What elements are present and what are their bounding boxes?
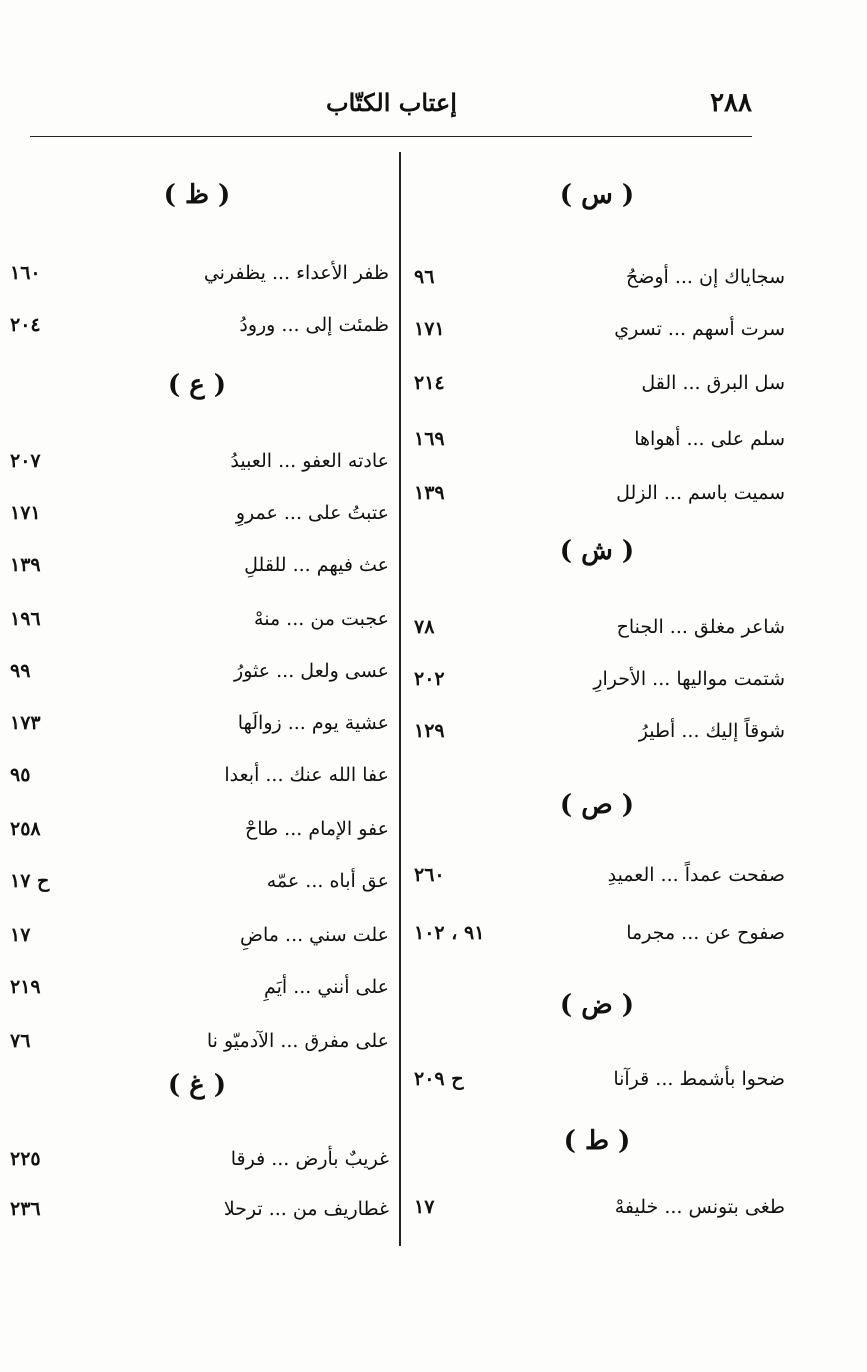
page-reference: ح ١٧ xyxy=(10,870,50,892)
page-reference: ١٧٣ xyxy=(10,712,41,734)
verse-incipit: سميت باسم ... الزلل xyxy=(616,482,785,504)
section-heading: ( ط ) xyxy=(563,1126,631,1156)
page-reference: ٢١٩ xyxy=(10,976,41,998)
verse-incipit: سجاياك إن ... أوضحُ xyxy=(625,266,785,288)
page-reference: ١٧ xyxy=(10,924,31,946)
verse-incipit: ظمئت إلى ... ورودُ xyxy=(239,314,389,336)
section-heading: ( ض ) xyxy=(559,990,635,1020)
verse-incipit: سل البرق ... القل xyxy=(641,372,785,394)
page-number: ٢٨٨ xyxy=(710,88,752,118)
page-reference: ٢٣٦ xyxy=(10,1198,41,1220)
page-reference: ٢٠٢ xyxy=(414,668,445,690)
page-reference: ١٦٩ xyxy=(414,428,445,450)
verse-incipit: سرت أسهم ... تسري xyxy=(614,318,785,340)
page-header xyxy=(30,88,752,136)
page-reference: ١٧١ xyxy=(414,318,445,340)
header-rule xyxy=(30,136,752,137)
verse-incipit: عسى ولعل ... عثورُ xyxy=(234,660,389,682)
section-heading: ( ص ) xyxy=(559,790,635,820)
verse-incipit: على مفرق ... الآدميّو نا xyxy=(206,1030,389,1052)
page-reference: ٩٥ xyxy=(10,764,31,786)
verse-incipit: ظفر الأعداء ... يظفرني xyxy=(203,262,389,284)
verse-incipit: عث فيهم ... للقللِ xyxy=(244,554,389,576)
page-reference: ١٧ xyxy=(414,1196,435,1218)
verse-incipit: طغى بتونس ... خليفهْ xyxy=(614,1196,785,1218)
page-reference: ٩٩ xyxy=(10,660,31,682)
page-reference: ح ٢٠٩ xyxy=(414,1068,464,1090)
section-heading: ( ظ ) xyxy=(163,180,231,210)
page-reference: ٢٠٧ xyxy=(10,450,41,472)
section-heading: ( ش ) xyxy=(559,536,635,566)
section-heading: ( ع ) xyxy=(167,370,227,400)
verse-incipit: على أنني ... أيَمِ xyxy=(263,976,389,998)
verse-incipit: عتبتُ على ... عمروِ xyxy=(235,502,389,524)
page-reference: ٧٦ xyxy=(10,1030,31,1052)
page-reference: ١٢٩ xyxy=(414,720,445,742)
verse-incipit: سلم على ... أهواها xyxy=(634,428,785,450)
verse-incipit: شوقاً إليك ... أطيرُ xyxy=(638,720,785,742)
section-heading: ( غ ) xyxy=(167,1070,227,1100)
page-reference: ٩٦ xyxy=(414,266,435,288)
verse-incipit: صفوح عن ... مجرما xyxy=(626,922,785,944)
verse-incipit: علت سني ... ماضِ xyxy=(240,924,389,946)
section-heading: ( س ) xyxy=(559,180,635,210)
page-reference: ٢٢٥ xyxy=(10,1148,41,1170)
verse-incipit: عفو الإمام ... طاحْ xyxy=(244,818,389,840)
page-reference: ٧٨ xyxy=(414,616,435,638)
verse-incipit: عشية يوم ... زوالَها xyxy=(237,712,389,734)
page-reference: ١٧١ xyxy=(10,502,41,524)
verse-incipit: شتمت مواليها ... الأحرارِ xyxy=(593,668,785,690)
page-reference: ٢٠٤ xyxy=(10,314,41,336)
verse-incipit: ضحوا بأشمط ... قرآنا xyxy=(613,1068,785,1090)
verse-incipit: غطاريف من ... ترحلا xyxy=(223,1198,389,1220)
verse-incipit: صفحت عمداً ... العميدِ xyxy=(607,864,785,886)
page-reference: ١٣٩ xyxy=(414,482,445,504)
page-reference: ٢١٤ xyxy=(414,372,445,394)
page-reference: ١٣٩ xyxy=(10,554,41,576)
verse-incipit: عق أباه ... عمّه xyxy=(266,870,389,892)
running-title: إعتاب الكتّاب xyxy=(326,88,457,117)
column-divider xyxy=(399,152,401,1246)
page-reference: ١٦٠ xyxy=(10,262,41,284)
page-reference: ٢٥٨ xyxy=(10,818,41,840)
page-reference: ٩١ ، ١٠٢ xyxy=(414,922,485,944)
verse-incipit: عادته العفو ... العبيدُ xyxy=(230,450,389,472)
page-reference: ٢٦٠ xyxy=(414,864,445,886)
verse-incipit: عفا الله عنك ... أبعدا xyxy=(224,764,389,786)
verse-incipit: عجبت من ... منهْ xyxy=(254,608,389,630)
verse-incipit: غريبٌ بأرض ... فرقا xyxy=(230,1148,389,1170)
page-reference: ١٩٦ xyxy=(10,608,41,630)
verse-incipit: شاعر مغلق ... الجناح xyxy=(616,616,785,638)
